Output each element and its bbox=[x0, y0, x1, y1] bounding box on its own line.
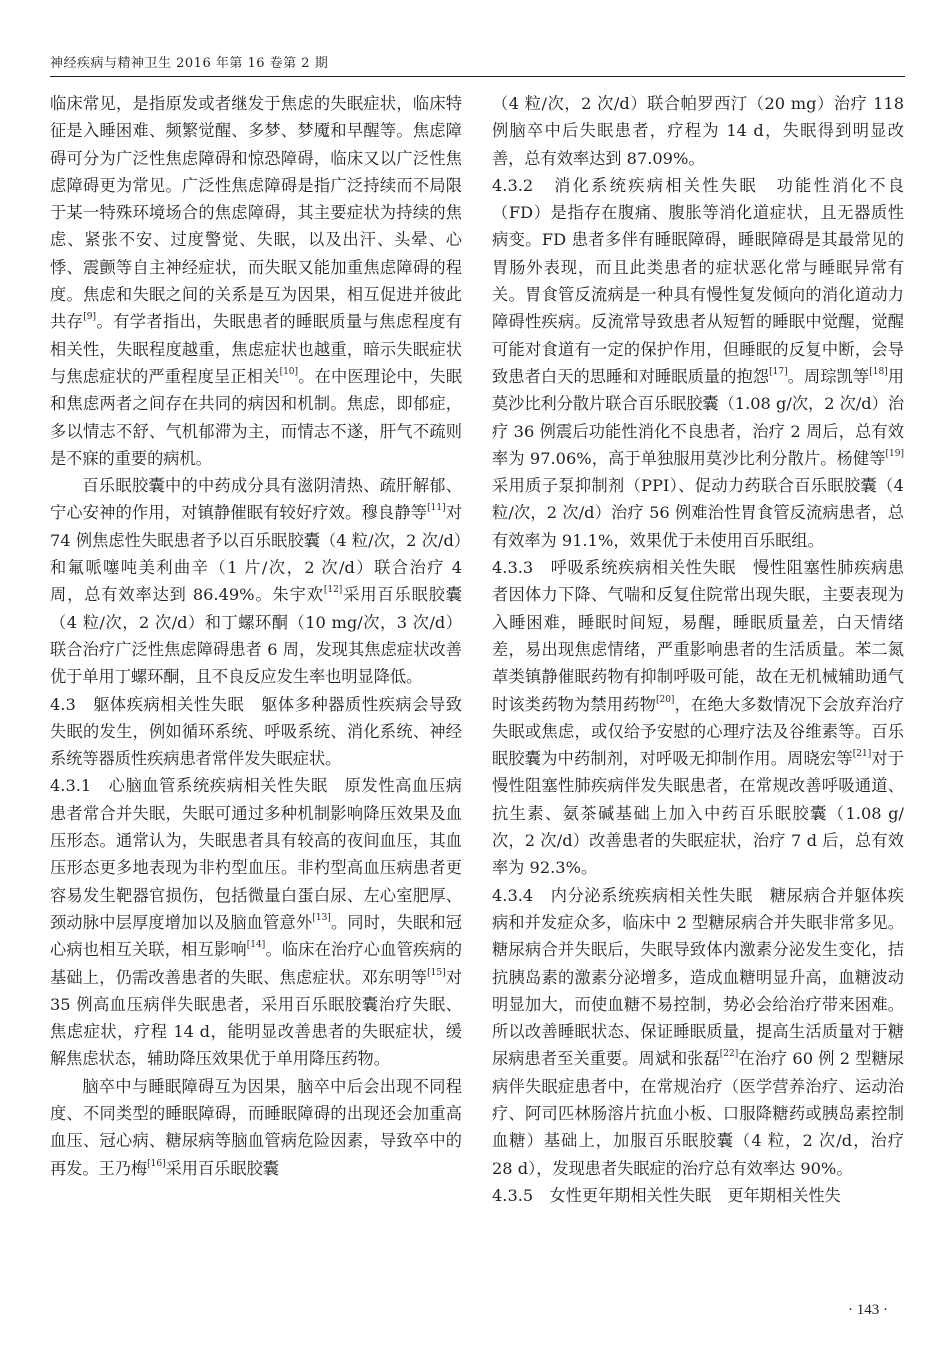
left-column bbox=[50, 90, 462, 1182]
citation-ref: [21] bbox=[852, 749, 872, 760]
paragraph: （4 粒/次，2 次/d）联合帕罗西汀（20 mg）治疗 118 例脑卒中后失眠患者，疗程为 14 d，失眠得到明显改善，总有效率达到 87.09%。 bbox=[492, 94, 904, 168]
running-header: 神经疾病与精神卫生 2016 年第 16 卷第 2 期 bbox=[50, 56, 329, 71]
paragraph: 4.3.3 呼吸系统疾病相关性失眠 慢性阻塞性肺疾病患者因体力下降、气喘和反复住院常出现失眠，主要表现为入睡困难，睡眠时间短，易醒，睡眠质量差，白天情绪差，易出现焦虑情绪，严重影响患者的生活质量。苯二氮䓬类镇静催眠药物有抑制呼吸可能，故在无机械辅助通气时该类药物为禁用药物[20]，在绝大多数情况下会放弃治疗失眠或焦虑，或仅给予安慰的心理疗法及谷维素等。百乐眠胶囊为中药制剂，对呼吸无抑制作用。周晓宏等[21]对于慢性阻塞性肺疾病伴发失眠患者，在常规改善呼吸通道、抗生素、氨茶碱基础上加入中药百乐眠胶囊（1.08 g/次，2 次/d）改善患者的失眠症状，治疗 7 d 后，总有效率为 92.3%。 bbox=[492, 558, 905, 878]
paragraph: 4.3.4 内分泌系统疾病相关性失眠 糖尿病合并躯体疾病和并发症众多，临床中 2 型糖尿病合并失眠非常多见。糖尿病合并失眠后，失眠导致体内激素分泌发生变化，拮抗胰岛素的激素分泌增多，造成血糖明显升高，血糖波动明显加大，而使血糖不易控制，势必会给治疗带来困难。所以改善睡眠状态、保证睡眠质量，提高生活质量对于糖尿病患者至关重要。周斌和张磊[22]在治疗 60 例 2 型糖尿病伴失眠症患者中，在常规治疗（医学营养治疗、运动治疗、阿司匹林肠溶片抗血小板、口服降糖药或胰岛素控制血糖）基础上，加服百乐眠胶囊（4 粒，2 次/d，治疗 28 d），发现患者失眠症的治疗总有效率达 90%。 bbox=[492, 885, 904, 1178]
citation-ref: [19] bbox=[885, 448, 904, 459]
paragraph: 4.3.2 消化系统疾病相关性失眠 功能性消化不良（FD）是指存在腹痛、腹胀等消化道症状，且无器质性病变。FD 患者多伴有睡眠障碍，睡眠障碍是其最常见的胃肠外表现，而且此类患者的症状恶化常与睡眠异常有关。胃食管反流病是一种具有慢性复发倾向的消化道动力障碍性疾病。反流常导致患者从短暂的睡眠中觉醒，觉醒可能对食道有一定的保护作用，但睡眠的反复中断，会导致患者白天的思睡和对睡眠质量的抱怨[17]。周琮凯等[18]用莫沙比利分散片联合百乐眠胶囊（1.08 g/次，2 次/d）治疗 36 例震后功能性消化不良患者，治疗 2 周后，总有效率为 97.06%，高于单独服用莫沙比利分散片。杨健等[19]采用质子泵抑制剂（PPI）、促动力药联合百乐眠胶囊（4 粒/次，2 次/d）治疗 56 例难治性胃食管反流病患者，总有效率为 91.1%，效果优于未使用百乐眠组。 bbox=[492, 175, 905, 550]
citation-ref: [15] bbox=[427, 967, 446, 978]
citation-ref: [16] bbox=[147, 1158, 166, 1169]
paragraph: 临床常见，是指原发或者继发于焦虑的失眠症状，临床特征是入睡困难、频繁觉醒、多梦、梦魇和早醒等。焦虑障碍可分为广泛性焦虑障碍和惊恐障碍，临床又以广泛性焦虑障碍更为常见。广泛性焦虑障碍是指广泛持续而不局限于某一特殊环境场合的焦虑障碍，其主要症状为持续的焦虑、紧张不安、过度警觉、失眠，以及出汗、头晕、心悸、震颤等自主神经症状，而失眠又能加重焦虑障碍的程度。焦虑和失眠之间的关系是互为因果，相互促进并彼此共存[9]。有学者指出，失眠患者的睡眠质量与焦虑程度有相关性，失眠程度越重，焦虑症状也越重，暗示失眠症状与焦虑症状的严重程度呈正相关[10]。在中医理论中，失眠和焦虑两者之间存在共同的病因和机制。焦虑，即郁症，多以情志不舒、气机郁滞为主，而情志不遂，肝气不疏则是不寐的重要的病机。 bbox=[50, 94, 463, 468]
header-rule bbox=[50, 76, 905, 77]
paragraph: 4.3.5 女性更年期相关性失眠 更年期相关性失 bbox=[492, 1185, 841, 1205]
citation-ref: [13] bbox=[312, 912, 331, 923]
citation-ref: [11] bbox=[427, 503, 446, 514]
paragraph: 百乐眠胶囊中的中药成分具有滋阴清热、疏肝解郁、宁心安神的作用，对镇静催眠有较好疗效。穆良静等[11]对 74 例焦虑性失眠患者予以百乐眠胶囊（4 粒/次，2 次/d）和氟哌噻吨美利曲辛（1 片/次，2 次/d）联合治疗 4 周，总有效率达到 86.49%。朱宇欢[12]采用百乐眠胶囊（4 粒/次，2 次/d）和丁螺环酮（10 mg/次，3 次/d）联合治疗广泛性焦虑障碍患者 6 周，发现其焦虑症状改善优于单用丁螺环酮，且不良反应发生率也明显降低。 bbox=[50, 476, 463, 687]
citation-ref: [9] bbox=[83, 312, 97, 323]
paragraph: 4.3.1 心脑血管系统疾病相关性失眠 原发性高血压病患者常合并失眠，失眠可通过多种机制影响降压效果及血压形态。通常认为，失眠患者具有较高的夜间血压，其血压形态更多地表现为非杓型血压。非杓型高血压病患者更容易发生靶器官损伤，包括微量白蛋白尿、左心室肥厚、颈动脉中层厚度增加以及脑血管意外[13]。同时，失眠和冠心病也相互关联，相互影响[14]。临床在治疗心血管疾病的基础上，仍需改善患者的失眠、焦虑症状。邓东明等[15]对 35 例高血压病伴失眠患者，采用百乐眠胶囊治疗失眠、焦虑症状，疗程 14 d，能明显改善患者的失眠症状，缓解焦虑状态，辅助降压效果优于单用降压药物。 bbox=[50, 776, 463, 1069]
right-column bbox=[492, 90, 904, 1209]
citation-ref: [22] bbox=[719, 1049, 739, 1060]
citation-ref: [14] bbox=[246, 940, 266, 951]
citation-ref: [18] bbox=[869, 366, 888, 377]
citation-ref: [17] bbox=[769, 366, 788, 377]
citation-ref: [20] bbox=[655, 694, 675, 705]
citation-ref: [12] bbox=[323, 585, 343, 596]
paragraph: 脑卒中与睡眠障碍互为因果，脑卒中后会出现不同程度、不同类型的睡眠障碍，而睡眠障碍的出现还会加重高血压、冠心病、糖尿病等脑血管病危险因素，导致卒中的再发。王乃梅[16]采用百乐眠胶囊 bbox=[50, 1076, 462, 1178]
paragraph: 4.3 躯体疾病相关性失眠 躯体多种器质性疾病会导致失眠的发生，例如循环系统、呼吸系统、消化系统、神经系统等器质性疾病患者常伴发失眠症状。 bbox=[50, 694, 462, 769]
page-number: · 143 · bbox=[848, 1302, 888, 1318]
citation-ref: [10] bbox=[279, 366, 299, 377]
